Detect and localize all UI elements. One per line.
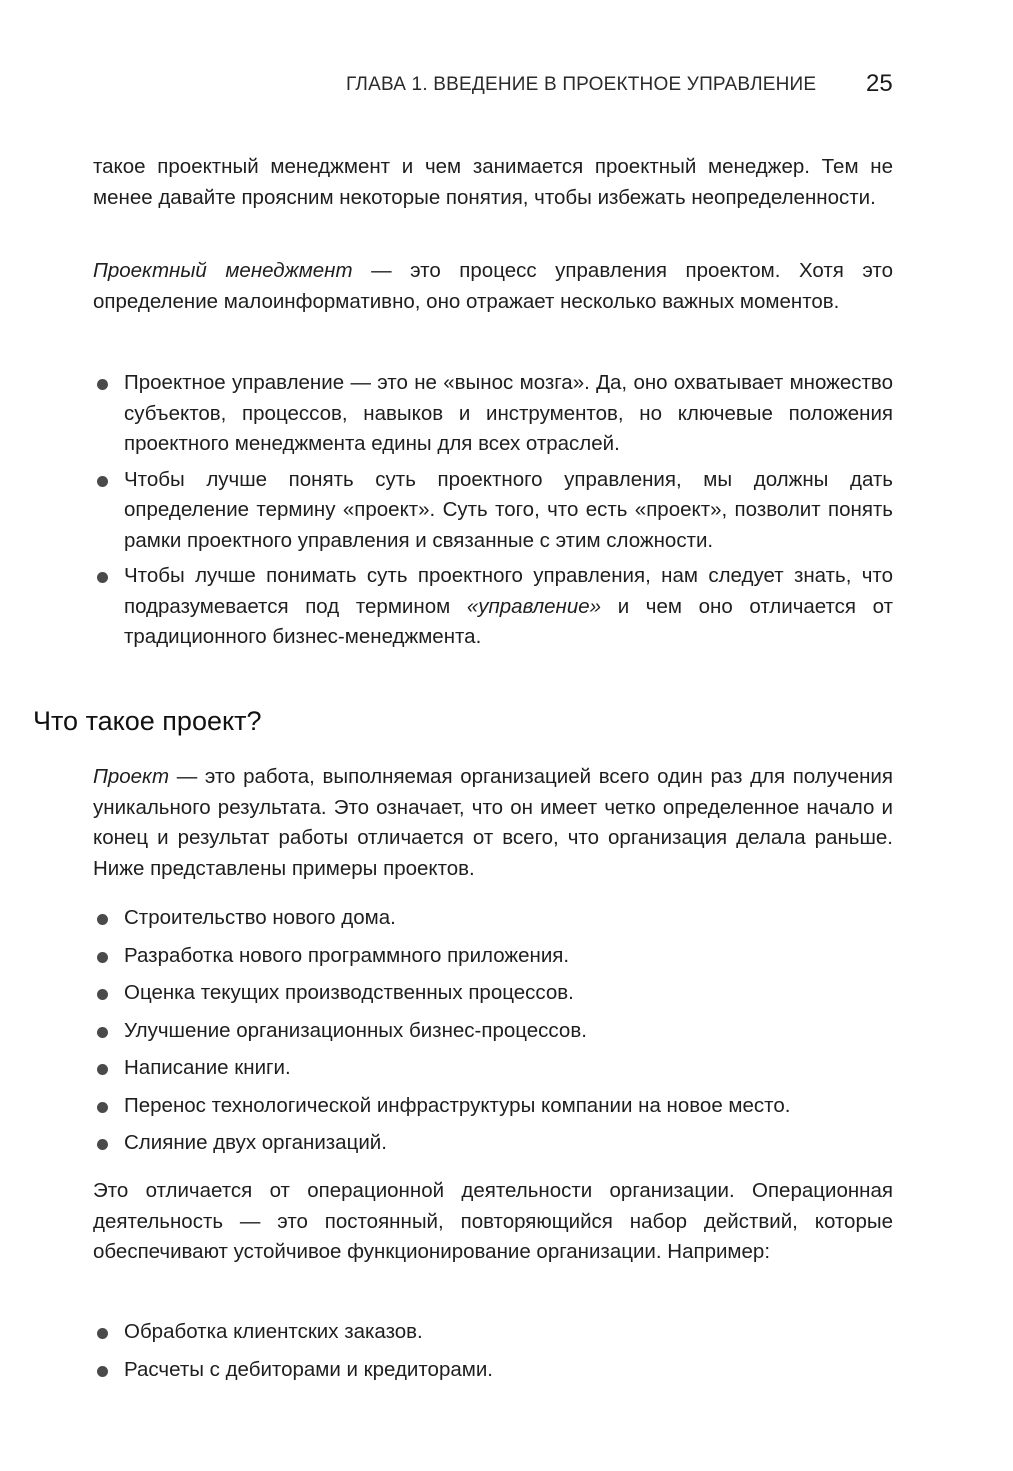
bullet-list-key-points xyxy=(95,368,893,658)
intro-paragraph xyxy=(93,152,893,213)
bullet-dot-icon xyxy=(97,476,108,487)
list-item: Улучшение организационных бизнес-процессов. xyxy=(95,1016,893,1047)
list-item: Слияние двух организаций. xyxy=(95,1128,893,1159)
list-item: Перенос технологической инфраструктуры компании на новое место. xyxy=(95,1091,893,1122)
definition-text: — это работа, выполняемая организацией всего один раз для получения уникального результата. Это означает, что он имеет четко определенное начало и конец и результат работы отличается от всего, что организация делала раньше. Ниже представлены примеры проектов. xyxy=(93,765,893,880)
bullet-dot-icon xyxy=(97,379,108,390)
list-item: Чтобы лучше понять суть проектного управления, мы должны дать определение термину «проект». Суть того, что есть «проект», позволит понять рамки проектного управления и связанные с этим сложности. xyxy=(95,465,893,557)
bullet-dot-icon xyxy=(97,1366,108,1377)
list-item: Написание книги. xyxy=(95,1053,893,1084)
definition-paragraph xyxy=(93,256,893,317)
list-item: Чтобы лучше понимать суть проектного управления, нам следует знать, что подразумевается под термином «управление» и чем оно отличается от традиционного бизнес-менеджмента. xyxy=(95,561,893,653)
bullet-dot-icon xyxy=(97,989,108,1000)
bullet-list-operations-examples xyxy=(95,1317,893,1392)
bullet-dot-icon xyxy=(97,952,108,963)
page-number: 25 xyxy=(866,70,893,97)
bullet-dot-icon xyxy=(97,1102,108,1113)
paragraph-text: такое проектный менеджмент и чем занимается проектный менеджер. Тем не менее давайте проясним некоторые понятия, чтобы избежать неопределенности. xyxy=(93,155,893,209)
bullet-dot-icon xyxy=(97,1139,108,1150)
bullet-dot-icon xyxy=(97,1027,108,1038)
defined-term: Проект xyxy=(93,765,170,788)
definition-text: — это процесс управления проектом. Хотя это определение малоинформативно, оно отражает несколько важных моментов. xyxy=(93,259,893,313)
section-heading: Что такое проект? xyxy=(33,706,262,736)
list-item: Проектное управление — это не «вынос мозга». Да, оно охватывает множество субъектов, процессов, навыков и инструментов, но ключевые положения проектного менеджмента едины для всех отраслей. xyxy=(95,368,893,460)
running-header: ГЛАВА 1. ВВЕДЕНИЕ В ПРОЕКТНОЕ УПРАВЛЕНИЕ xyxy=(346,74,817,95)
list-item: Расчеты с дебиторами и кредиторами. xyxy=(95,1355,893,1386)
list-item: Строительство нового дома. xyxy=(95,903,893,934)
paragraph-text: Это отличается от операционной деятельности организации. Операционная деятельность — это постоянный, повторяющийся набор действий, которые обеспечивают устойчивое функционирование организации. Например: xyxy=(93,1179,893,1263)
list-item: Разработка нового программного приложения. xyxy=(95,941,893,972)
bullet-list-project-examples xyxy=(95,903,893,1166)
bullet-dot-icon xyxy=(97,1064,108,1075)
defined-term: Проектный менеджмент xyxy=(93,259,353,282)
list-item: Оценка текущих производственных процессов. xyxy=(95,978,893,1009)
list-item: Обработка клиентских заказов. xyxy=(95,1317,893,1348)
bullet-dot-icon xyxy=(97,572,108,583)
operations-paragraph xyxy=(93,1176,893,1268)
project-definition-paragraph xyxy=(93,762,893,884)
bullet-dot-icon xyxy=(97,1328,108,1339)
bullet-dot-icon xyxy=(97,914,108,925)
